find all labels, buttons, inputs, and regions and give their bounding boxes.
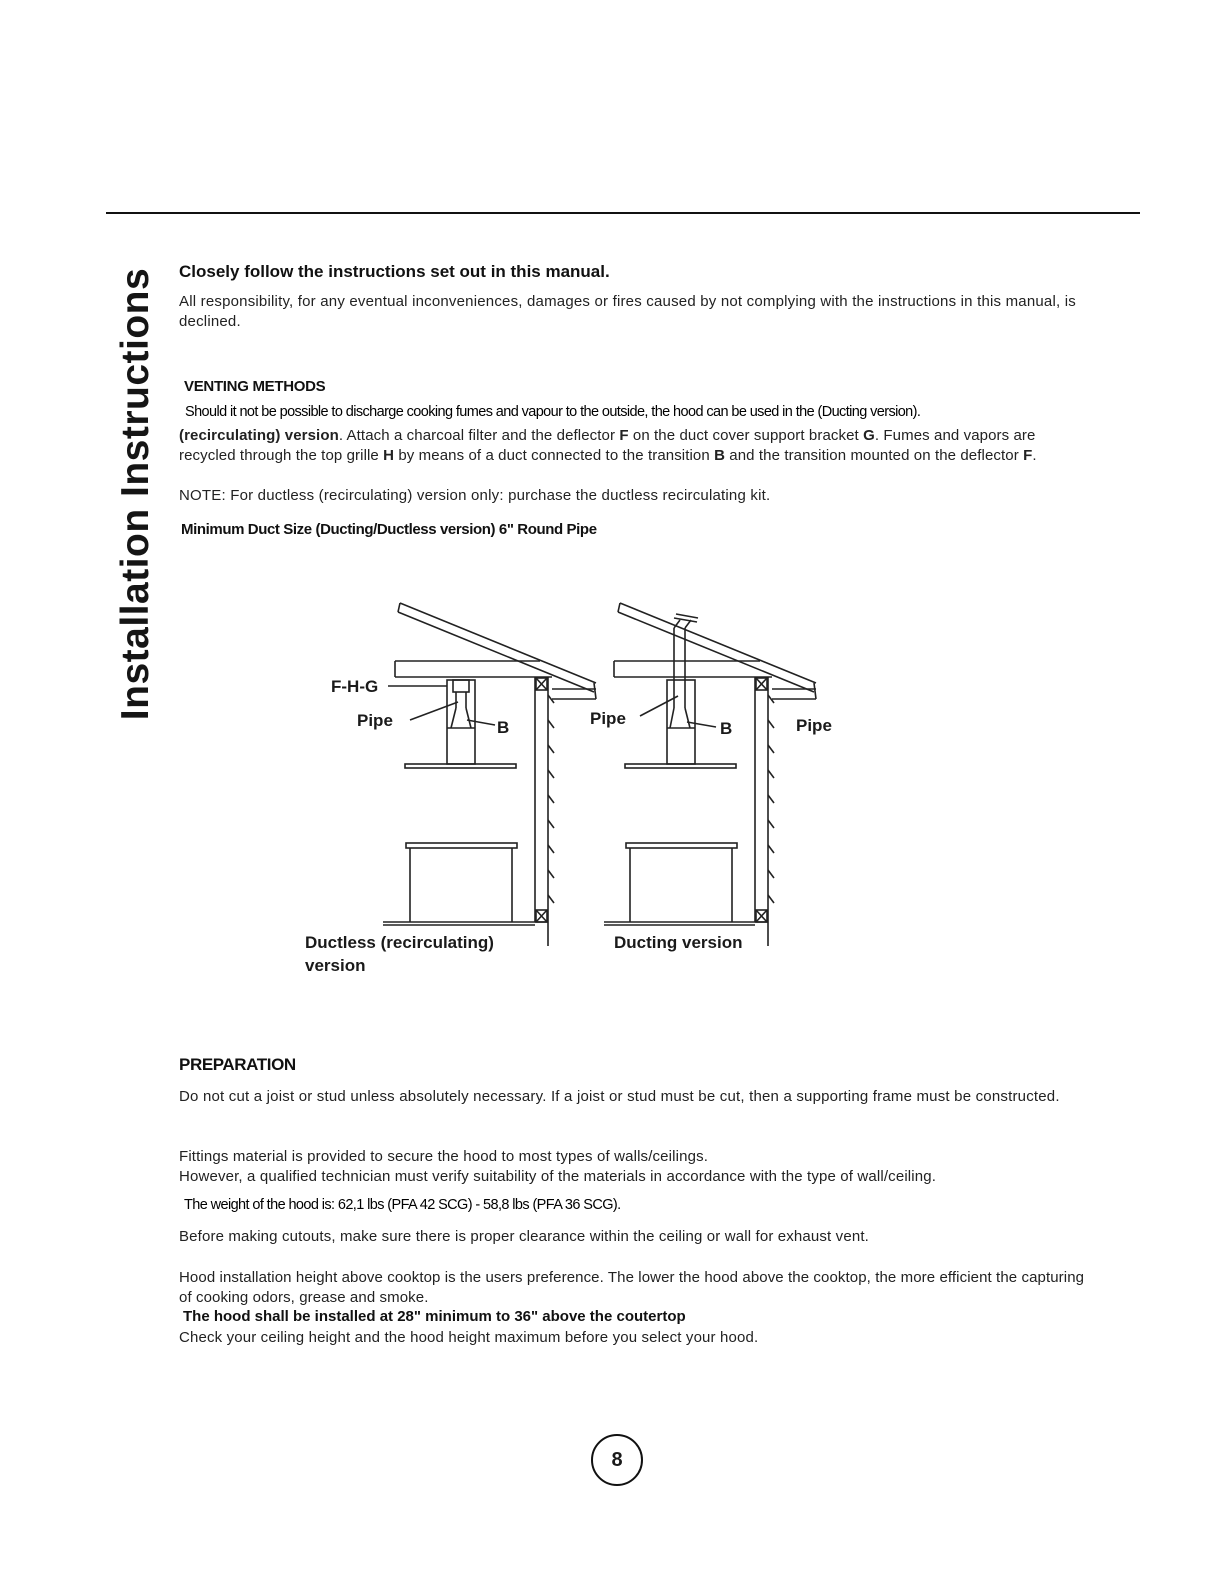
venting-diagram [300, 590, 860, 990]
prep-paragraph-5: Hood installation height above cooktop is the users preference. The lower the hood above the cooktop, the more efficient the capturing of cooking odors, grease and smoke. [179, 1269, 1085, 1306]
label-b-right: B [720, 719, 733, 738]
prep-paragraph-2: Fittings material is provided to secure the hood to most types of walls/ceilings. [179, 1148, 709, 1165]
prep-paragraph-1: Do not cut a joist or stud unless absolutely necessary. If a joist or stud must be cut, then a supporting frame must be constructed. [179, 1088, 1060, 1105]
recirculating-paragraph [179, 426, 1084, 466]
recirc-text: on the duct cover support bracket [628, 427, 864, 444]
label-g: G [863, 427, 875, 444]
label-f: F [619, 427, 629, 444]
intro-body: All responsibility, for any eventual inconveniences, damages or fires caused by not complying with the instructions in this manual, is declined. [179, 293, 1076, 330]
prep-paragraph-3: However, a qualified technician must verify suitability of the materials in accordance with the type of wall/ceiling. [179, 1168, 937, 1185]
ductless-house-drawing [383, 603, 596, 946]
recirc-text: by means of a duct connected to the transition [394, 447, 715, 464]
prep-paragraph-4: Before making cutouts, make sure there is proper clearance within the ceiling or wall for exhaust vent. [179, 1228, 869, 1245]
label-h: H [383, 447, 395, 464]
label-pipe-left: Pipe [357, 711, 393, 730]
recirc-text: . Fumes and vapors are recycled through the top grille [179, 427, 1036, 464]
label-f: F [1023, 447, 1033, 464]
install-height: The hood shall be installed at 28" minimum to 36" above the coutertop [183, 1308, 686, 1325]
venting-heading: VENTING METHODS [184, 378, 326, 395]
header-rule [106, 212, 1140, 214]
label-pipe-right: Pipe [796, 716, 832, 735]
caption-ducting: Ducting version [614, 933, 743, 952]
hood-weight: The weight of the hood is: 62,1 lbs (PFA 42 SCG) - 58,8 lbs (PFA 36 SCG). [184, 1197, 621, 1213]
page-number: 8 [591, 1434, 643, 1486]
ducting-house-drawing [604, 603, 816, 946]
intro-heading: Closely follow the instructions set out in this manual. [179, 262, 610, 281]
duct-size: Minimum Duct Size (Ducting/Ductless version) 6" Round Pipe [181, 521, 597, 538]
recirc-text: . Attach a charcoal filter and the deflector [338, 427, 620, 444]
label-pipe-mid: Pipe [590, 709, 626, 728]
side-title: Installation Instructions [114, 267, 157, 721]
venting-condensed-text: Should it not be possible to discharge cooking fumes and vapour to the outside, the hood can be used in the (Ducting version). [185, 404, 921, 420]
prep-paragraph-6: Check your ceiling height and the hood height maximum before you select your hood. [179, 1329, 759, 1346]
recirc-bold: (recirculating) version [179, 427, 339, 444]
preparation-heading: PREPARATION [179, 1055, 296, 1074]
recirc-text: . [1032, 447, 1037, 464]
label-b: B [714, 447, 726, 464]
caption-ductless-2: version [305, 956, 366, 975]
label-b-left: B [497, 718, 510, 737]
ductless-note: NOTE: For ductless (recirculating) version only: purchase the ductless recirculating kit. [179, 487, 771, 504]
recirc-text: and the transition mounted on the deflector [725, 447, 1024, 464]
label-fhg: F-H-G [331, 677, 379, 696]
caption-ductless-1: Ductless (recirculating) [305, 933, 494, 952]
